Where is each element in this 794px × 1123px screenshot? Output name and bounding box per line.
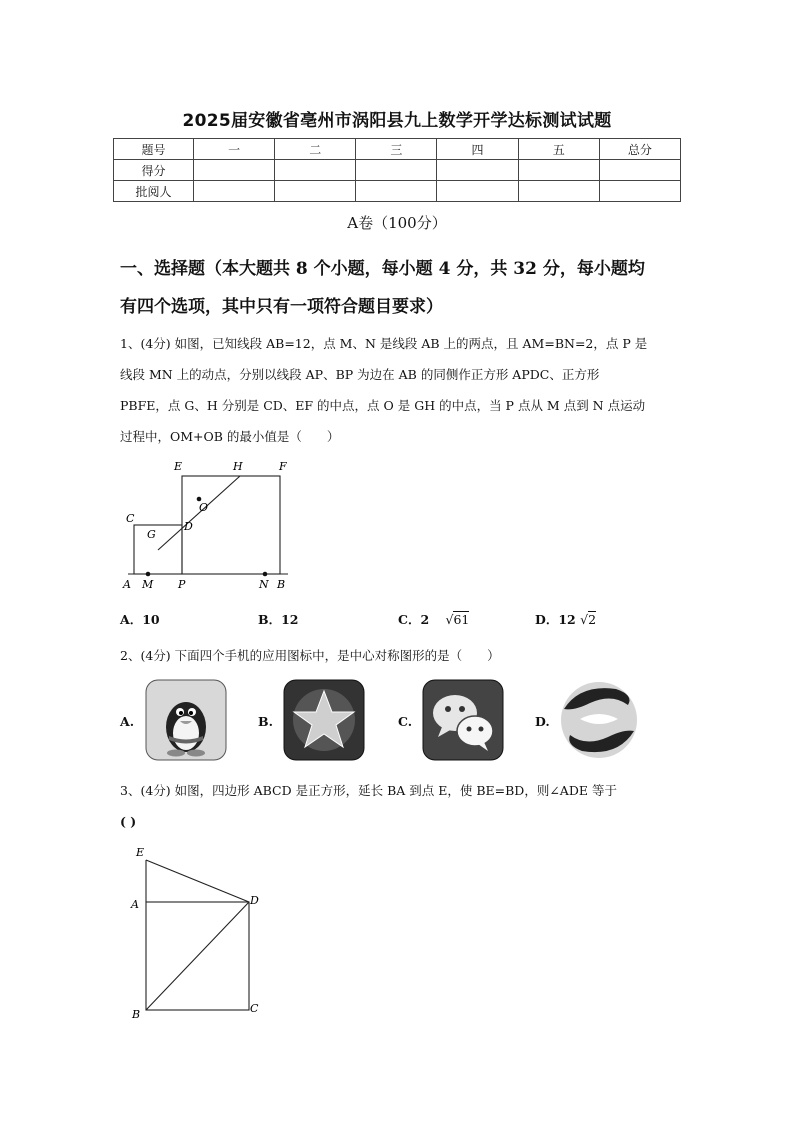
score-cell: [518, 181, 599, 202]
label-a: A: [123, 578, 131, 591]
radicand-61: 61: [453, 612, 470, 627]
radicand-2: 2: [588, 612, 597, 627]
label-o: O: [199, 501, 209, 514]
qq-penguin-icon[interactable]: [145, 679, 227, 761]
label-f: F: [279, 460, 287, 473]
score-table: [113, 138, 681, 202]
q1-line: 线段 MN 上的动点，分别以线段 AP、BP 为边在 AB 的同侧作正方形 APDC、正方形: [120, 367, 600, 382]
swirl-logo-icon[interactable]: [558, 679, 640, 761]
question-2-text: 2、(4分) 下面四个手机的应用图标中，是中心对称图形的是（ ）: [120, 648, 500, 663]
label-c: C: [250, 1002, 259, 1015]
label-p: P: [178, 578, 186, 591]
label-m: M: [142, 578, 154, 591]
q2-option-b-label[interactable]: B.: [258, 714, 273, 729]
header-cell: 一: [194, 139, 275, 160]
header-cell: 总分: [599, 139, 680, 160]
sqrt-symbol: √2: [580, 612, 597, 627]
label-e: E: [136, 846, 145, 859]
page-title: 2025届安徽省亳州市涡阳县九上数学开学达标测试试题: [182, 111, 612, 131]
table-row: [114, 181, 681, 202]
label-g: G: [147, 528, 156, 541]
label-a: A: [131, 898, 139, 911]
sqrt-symbol: √61: [445, 612, 470, 627]
header-cell: 四: [437, 139, 518, 160]
row-label: 得分: [114, 160, 194, 181]
table-row: [114, 160, 681, 181]
q1-option-b[interactable]: B．12: [258, 612, 299, 627]
label-b: B: [132, 1008, 141, 1021]
score-cell: [275, 181, 356, 202]
score-cell: [356, 181, 437, 202]
question-3-text: 3、(4分) 如图，四边形 ABCD 是正方形，延长 BA 到点 E，使 BE=BD，则∠ADE 等于: [120, 783, 617, 798]
q3-figure: [125, 840, 275, 1025]
score-cell: [194, 181, 275, 202]
square-pbfe: [182, 476, 280, 574]
question-1-text: [120, 328, 680, 452]
header-cell: 二: [275, 139, 356, 160]
q1-figure: [110, 455, 310, 595]
score-cell: [599, 181, 680, 202]
segment-ed: [146, 860, 249, 902]
row-label: 批阅人: [114, 181, 194, 202]
score-cell: [599, 160, 680, 181]
label-e: E: [174, 460, 183, 473]
header-cell: 三: [356, 139, 437, 160]
q1-line: 过程中，OM+OB 的最小值是（ ）: [120, 429, 340, 444]
diagonal-bd: [146, 902, 249, 1010]
q2-option-a-label[interactable]: A.: [120, 714, 135, 729]
wechat-icon[interactable]: [422, 679, 504, 761]
label-d: D: [184, 520, 193, 533]
label-h: H: [233, 460, 243, 473]
q1-line: 1、(4分) 如图，已知线段 AB=12，点 M、N 是线段 AB 上的两点，且 AM=BN=2，点 P 是: [120, 336, 648, 351]
q1-line: PBFE，点 G、H 分别是 CD、EF 的中点，点 O 是 GH 的中点，当 P 点从 M 点到 N 点运动: [120, 398, 646, 413]
score-cell: [437, 181, 518, 202]
score-cell: [275, 160, 356, 181]
q1-option-a[interactable]: A．10: [120, 612, 160, 627]
q1-option-c[interactable]: [398, 610, 469, 628]
label-n: N: [259, 578, 269, 591]
point-m: [146, 572, 151, 577]
q1-option-d[interactable]: [535, 610, 596, 628]
q2-option-c-label[interactable]: C.: [398, 714, 413, 729]
header-cell: 五: [518, 139, 599, 160]
score-cell: [194, 160, 275, 181]
paper-a-heading: A卷（100分）: [347, 214, 447, 232]
point-n: [263, 572, 268, 577]
label-d: D: [250, 894, 259, 907]
score-cell: [356, 160, 437, 181]
question-3-blank: ( ): [120, 814, 137, 829]
q2-option-d-label[interactable]: D.: [535, 714, 550, 729]
score-table-header: [114, 139, 681, 160]
option-c-prefix: C．2: [398, 612, 430, 627]
label-b: B: [277, 578, 286, 591]
section-heading-line1: 一、选择题（本大题共 8 个小题，每小题 4 分，共 32 分，每小题均: [120, 259, 645, 279]
option-d-prefix: D．12: [535, 612, 576, 627]
star-icon[interactable]: [283, 679, 365, 761]
section-heading-line2: 有四个选项，其中只有一项符合题目要求）: [120, 297, 443, 317]
header-cell: 题号: [114, 139, 194, 160]
score-cell: [518, 160, 599, 181]
score-cell: [437, 160, 518, 181]
label-c: C: [126, 512, 135, 525]
